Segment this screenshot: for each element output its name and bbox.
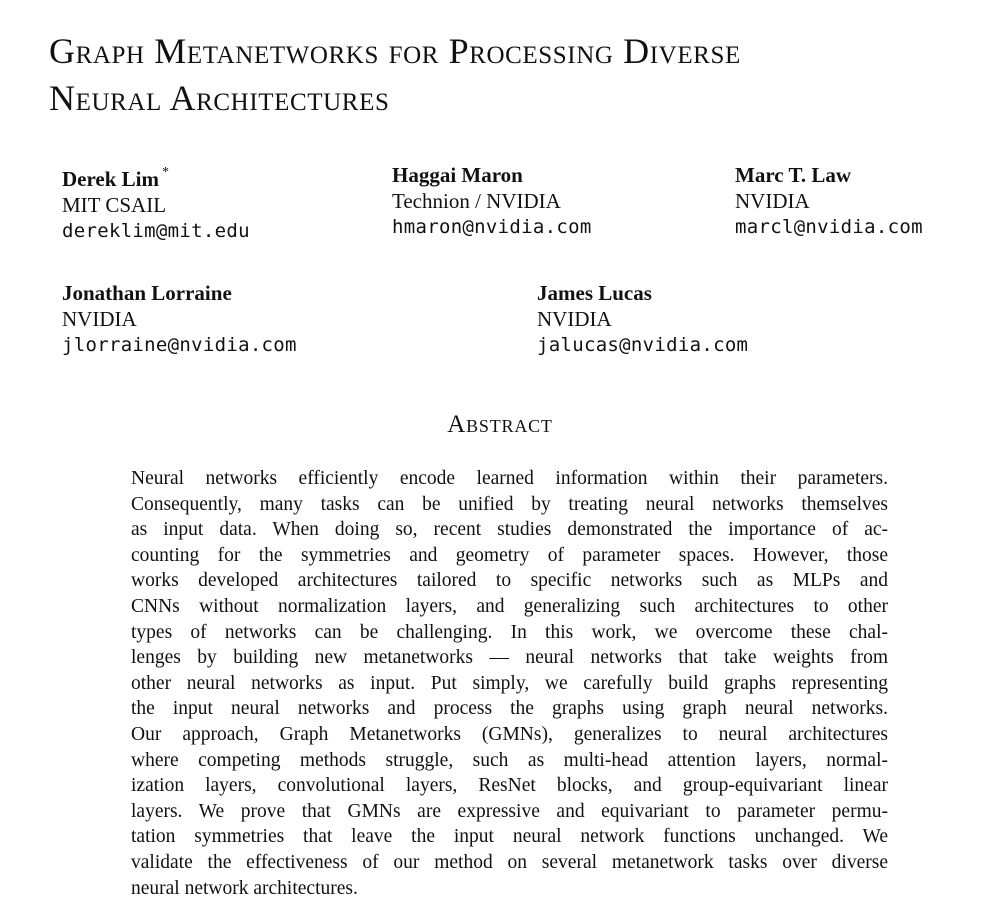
author-affiliation: NVIDIA [62, 307, 137, 331]
author-email: marcl@nvidia.com [735, 216, 923, 238]
abstract-line: works developed architectures tailored to specific networks such as MLPs and [131, 570, 888, 592]
abstract-line: where competing methods struggle, such as multi-head attention layers, normal- [131, 749, 888, 771]
abstract-line: other neural networks as input. Put simply, we carefully build graphs representing [131, 672, 888, 694]
abstract-line: validate the effectiveness of our method on several metanetwork tasks over diverse [131, 851, 888, 873]
footnote-marker: * [162, 165, 170, 180]
author-name: Derek Lim * [62, 165, 170, 191]
abstract-line: ization layers, convolutional layers, ResNet blocks, and group-equivariant linear [131, 775, 888, 797]
abstract-line: lenges by building new metanetworks — neural networks that take weights from [131, 647, 888, 669]
abstract-line: the input neural networks and process the graphs using graph neural networks. [131, 698, 888, 720]
author-name: James Lucas [537, 281, 652, 305]
abstract-line: CNNs without normalization layers, and generalizing such architectures to other [131, 595, 888, 617]
abstract-line: as input data. When doing so, recent studies demonstrated the importance of ac- [131, 519, 888, 541]
abstract-line: tation symmetries that leave the input neural network functions unchanged. We [131, 826, 888, 848]
author-email: jlorraine@nvidia.com [62, 334, 297, 356]
abstract-line: types of networks can be challenging. In this work, we overcome these chal- [131, 621, 888, 643]
abstract-line: layers. We prove that GMNs are expressive and equivariant to parameter permu- [131, 800, 888, 822]
author-affiliation: NVIDIA [537, 307, 612, 331]
title-line: Neural Architectures [49, 78, 390, 118]
author-name: Marc T. Law [735, 163, 852, 187]
author-affiliation: NVIDIA [735, 189, 810, 213]
author-email: hmaron@nvidia.com [392, 216, 592, 238]
author-name: Jonathan Lorraine [62, 281, 232, 305]
abstract-line: counting for the symmetries and geometry of parameter spaces. However, those [131, 544, 888, 566]
author-block [62, 280, 297, 358]
author-email: jalucas@nvidia.com [537, 334, 749, 356]
author-block [62, 162, 250, 244]
paper-title [49, 28, 989, 122]
author-name: Haggai Maron [392, 163, 523, 187]
abstract-line: neural network architectures. [131, 877, 358, 899]
author-affiliation: Technion / NVIDIA [392, 189, 561, 213]
abstract-line: Our approach, Graph Metanetworks (GMNs), generalizes to neural architectures [131, 723, 888, 745]
author-affiliation: MIT CSAIL [62, 193, 167, 217]
abstract-body [131, 466, 888, 901]
abstract-heading: Abstract [447, 411, 553, 438]
title-line: Graph Metanetworks for Processing Diverse [49, 31, 741, 71]
author-email: dereklim@mit.edu [62, 220, 250, 242]
author-block [392, 162, 592, 240]
abstract-line: Consequently, many tasks can be unified by treating neural networks themselves [131, 493, 888, 515]
abstract-line: Neural networks efficiently encode learned information within their parameters. [131, 468, 888, 489]
author-block [537, 280, 748, 358]
author-block [735, 162, 923, 240]
